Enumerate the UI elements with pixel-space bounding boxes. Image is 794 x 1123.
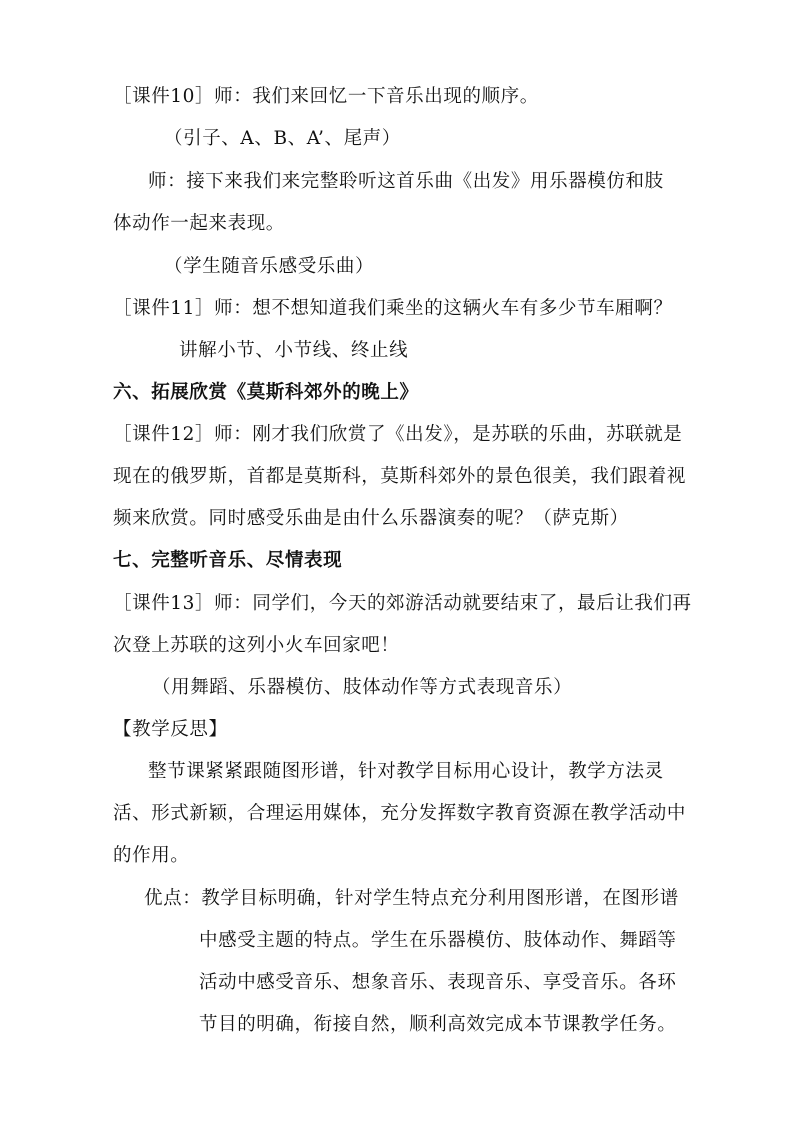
teacher-listen-line-cont: 体动作一起来表现。	[113, 213, 285, 234]
reflection-paragraph-line-2: 活、形式新颖，合理运用媒体，充分发挥数字教育资源在教学活动中	[113, 803, 687, 824]
section-six-heading: 六、拓展欣赏《莫斯科郊外的晚上》	[113, 382, 419, 403]
courseware-13-line: ［课件13］师：同学们，今天的郊游活动就要结束了，最后让我们再	[113, 593, 692, 614]
courseware-12-line-cont-2: 频来欣赏。同时感受乐曲是由什么乐器演奏的呢？（萨克斯）	[113, 508, 629, 529]
teacher-listen-line: 师：接下来我们来完整聆听这首乐曲《出发》用乐器模仿和肢	[148, 171, 664, 192]
section-seven-heading: 七、完整听音乐、尽情表现	[113, 550, 343, 571]
reflection-paragraph-line-3: 的作用。	[113, 845, 190, 866]
explain-bars-line: 讲解小节、小节线、终止线	[179, 340, 409, 361]
advantages-line-2: 中感受主题的特点。学生在乐器模仿、肢体动作、舞蹈等	[199, 930, 677, 951]
courseware-12-line-cont-1: 现在的俄罗斯，首都是莫斯科，莫斯科郊外的景色很美，我们跟着视	[113, 466, 687, 487]
advantages-line-3: 活动中感受音乐、想象音乐、表现音乐、享受音乐。各环	[199, 972, 677, 993]
advantages-line-4: 节目的明确，衔接自然，顺利高效完成本节课教学任务。	[199, 1014, 677, 1035]
reflection-paragraph-line-1: 整节课紧紧跟随图形谱，针对教学目标用心设计，教学方法灵	[148, 761, 664, 782]
courseware-10-line: ［课件10］师：我们来回忆一下音乐出现的顺序。	[113, 86, 539, 107]
music-order-note: （引子、A、B、A’、尾声）	[164, 128, 401, 149]
courseware-13-line-cont: 次登上苏联的这列小火车回家吧！	[113, 635, 400, 656]
student-feel-note: （学生随音乐感受乐曲）	[164, 256, 375, 277]
courseware-11-line: ［课件11］师：想不想知道我们乘坐的这辆火车有多少节车厢啊？	[113, 298, 673, 319]
reflection-heading: 【教学反思】	[113, 719, 228, 740]
advantages-line-1: 优点：教学目标明确，针对学生特点充分利用图形谱，在图形谱	[144, 888, 679, 909]
performance-note: （用舞蹈、乐器模仿、肢体动作等方式表现音乐）	[152, 677, 573, 698]
courseware-12-line: ［课件12］师：刚才我们欣赏了《出发》，是苏联的乐曲，苏联就是	[113, 424, 683, 445]
